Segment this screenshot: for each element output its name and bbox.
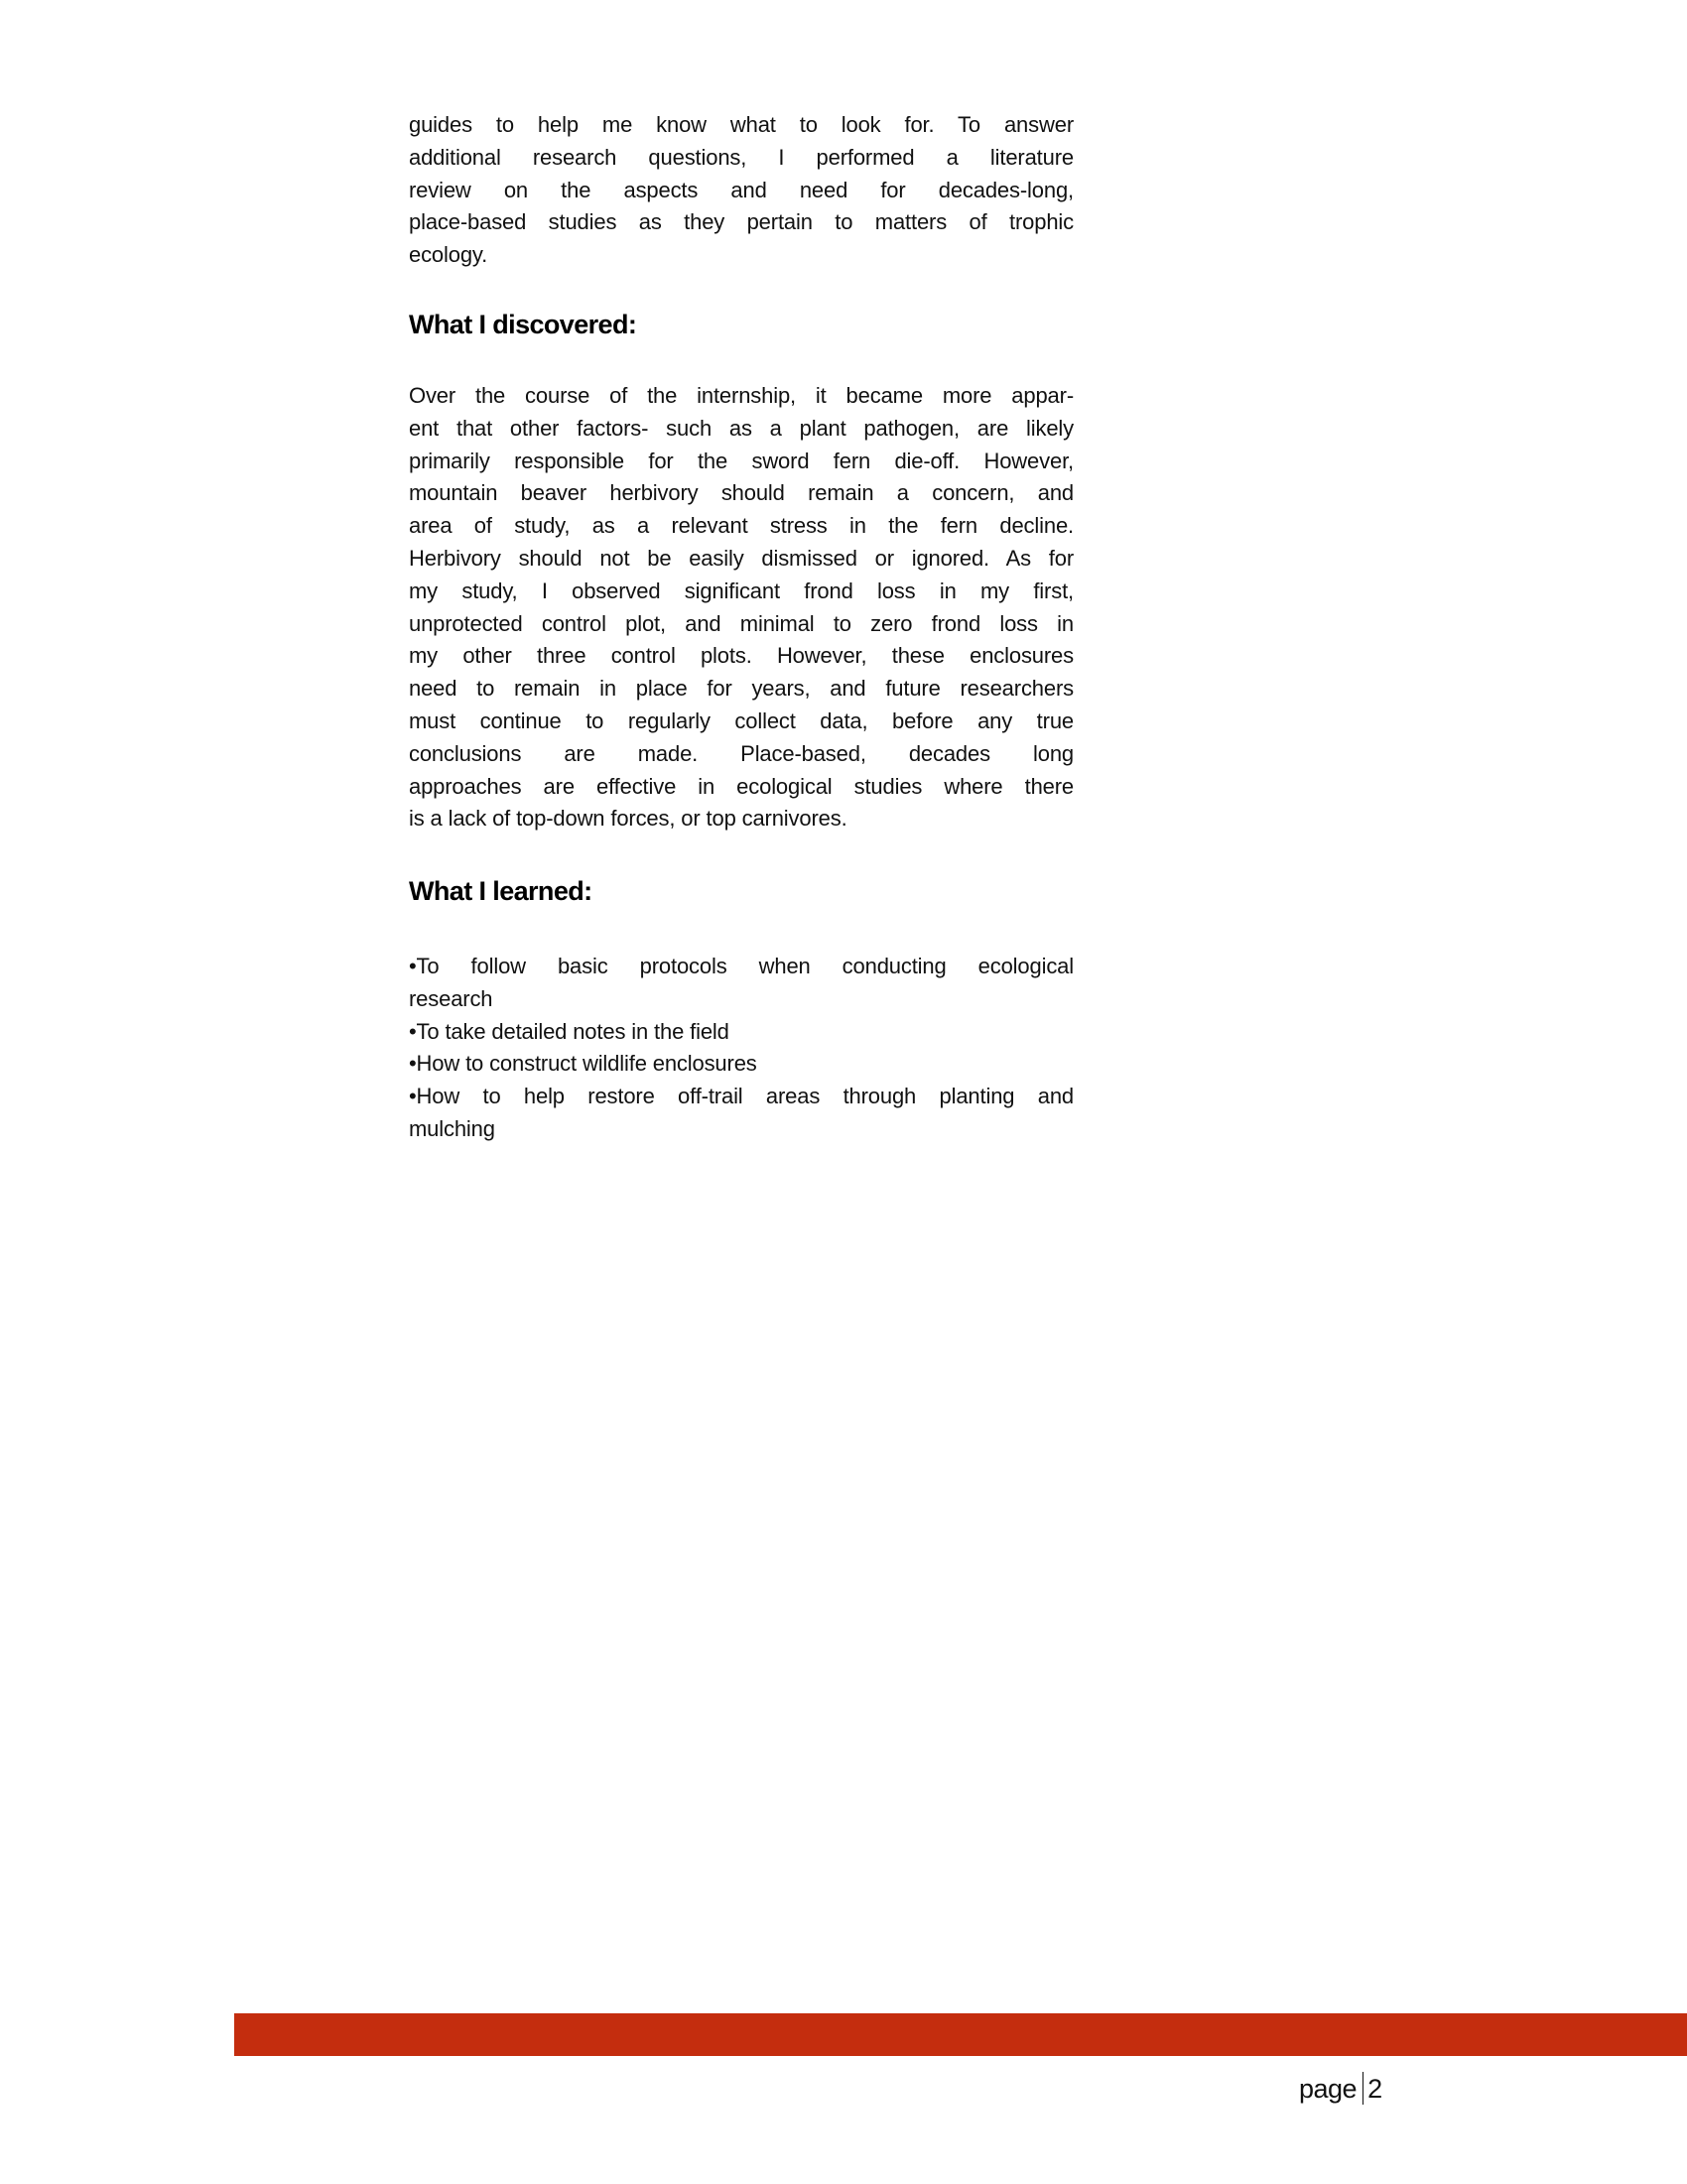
list-item: •To take detailed notes in the field	[409, 1018, 729, 1044]
list-item: •To follow basic protocols when conducting ecological	[409, 954, 1074, 978]
text-line: review on the aspects and need for decades-long,	[409, 177, 1074, 202]
text-line: area of study, as a relevant stress in the fern decline.	[409, 513, 1074, 539]
section-heading-learned: What I learned:	[409, 876, 592, 906]
list-item: •How to help restore off-trail areas through planting and	[409, 1084, 1074, 1109]
footer-accent-bar	[234, 2013, 1687, 2056]
text-line: mountain beaver herbivory should remain a concern, and	[409, 480, 1074, 506]
text-line: primarily responsible for the sword fern die-off. However,	[409, 448, 1074, 473]
learned-list	[409, 950, 1074, 1145]
list-item-continuation: research	[409, 985, 493, 1011]
section-heading-discovered: What I discovered:	[409, 310, 637, 339]
list-item: •How to construct wildlife enclosures	[409, 1051, 757, 1077]
text-line: must continue to regularly collect data, before any true	[409, 707, 1074, 733]
text-line: approaches are effective in ecological studies where there	[409, 773, 1074, 799]
text-line: my other three control plots. However, these enclosures	[409, 643, 1074, 669]
text-line: ent that other factors- such as a plant pathogen, are likely	[409, 415, 1074, 441]
page-label: page	[1299, 2074, 1358, 2104]
list-item-continuation: mulching	[409, 1115, 495, 1141]
text-line: additional research questions, I performed a literature	[409, 144, 1074, 170]
text-line: place-based studies as they pertain to matters of trophic	[409, 209, 1074, 235]
text-line: my study, I observed significant frond loss in my first,	[409, 578, 1074, 603]
text-line: ecology.	[409, 242, 488, 268]
text-line: is a lack of top-down forces, or top carnivores.	[409, 806, 847, 832]
text-line: conclusions are made. Place-based, decades long	[409, 740, 1074, 766]
text-line: Over the course of the internship, it became more appar-	[409, 383, 1074, 408]
text-line: guides to help me know what to look for. To answer	[409, 112, 1074, 137]
discovered-paragraph	[409, 379, 1074, 835]
page-number	[1299, 2072, 1382, 2106]
text-line: unprotected control plot, and minimal to zero frond loss in	[409, 610, 1074, 636]
page-number-value: 2	[1367, 2074, 1382, 2104]
intro-paragraph	[409, 108, 1074, 271]
text-line: Herbivory should not be easily dismissed or ignored. As for	[409, 545, 1074, 571]
text-line: need to remain in place for years, and future researchers	[409, 676, 1074, 702]
